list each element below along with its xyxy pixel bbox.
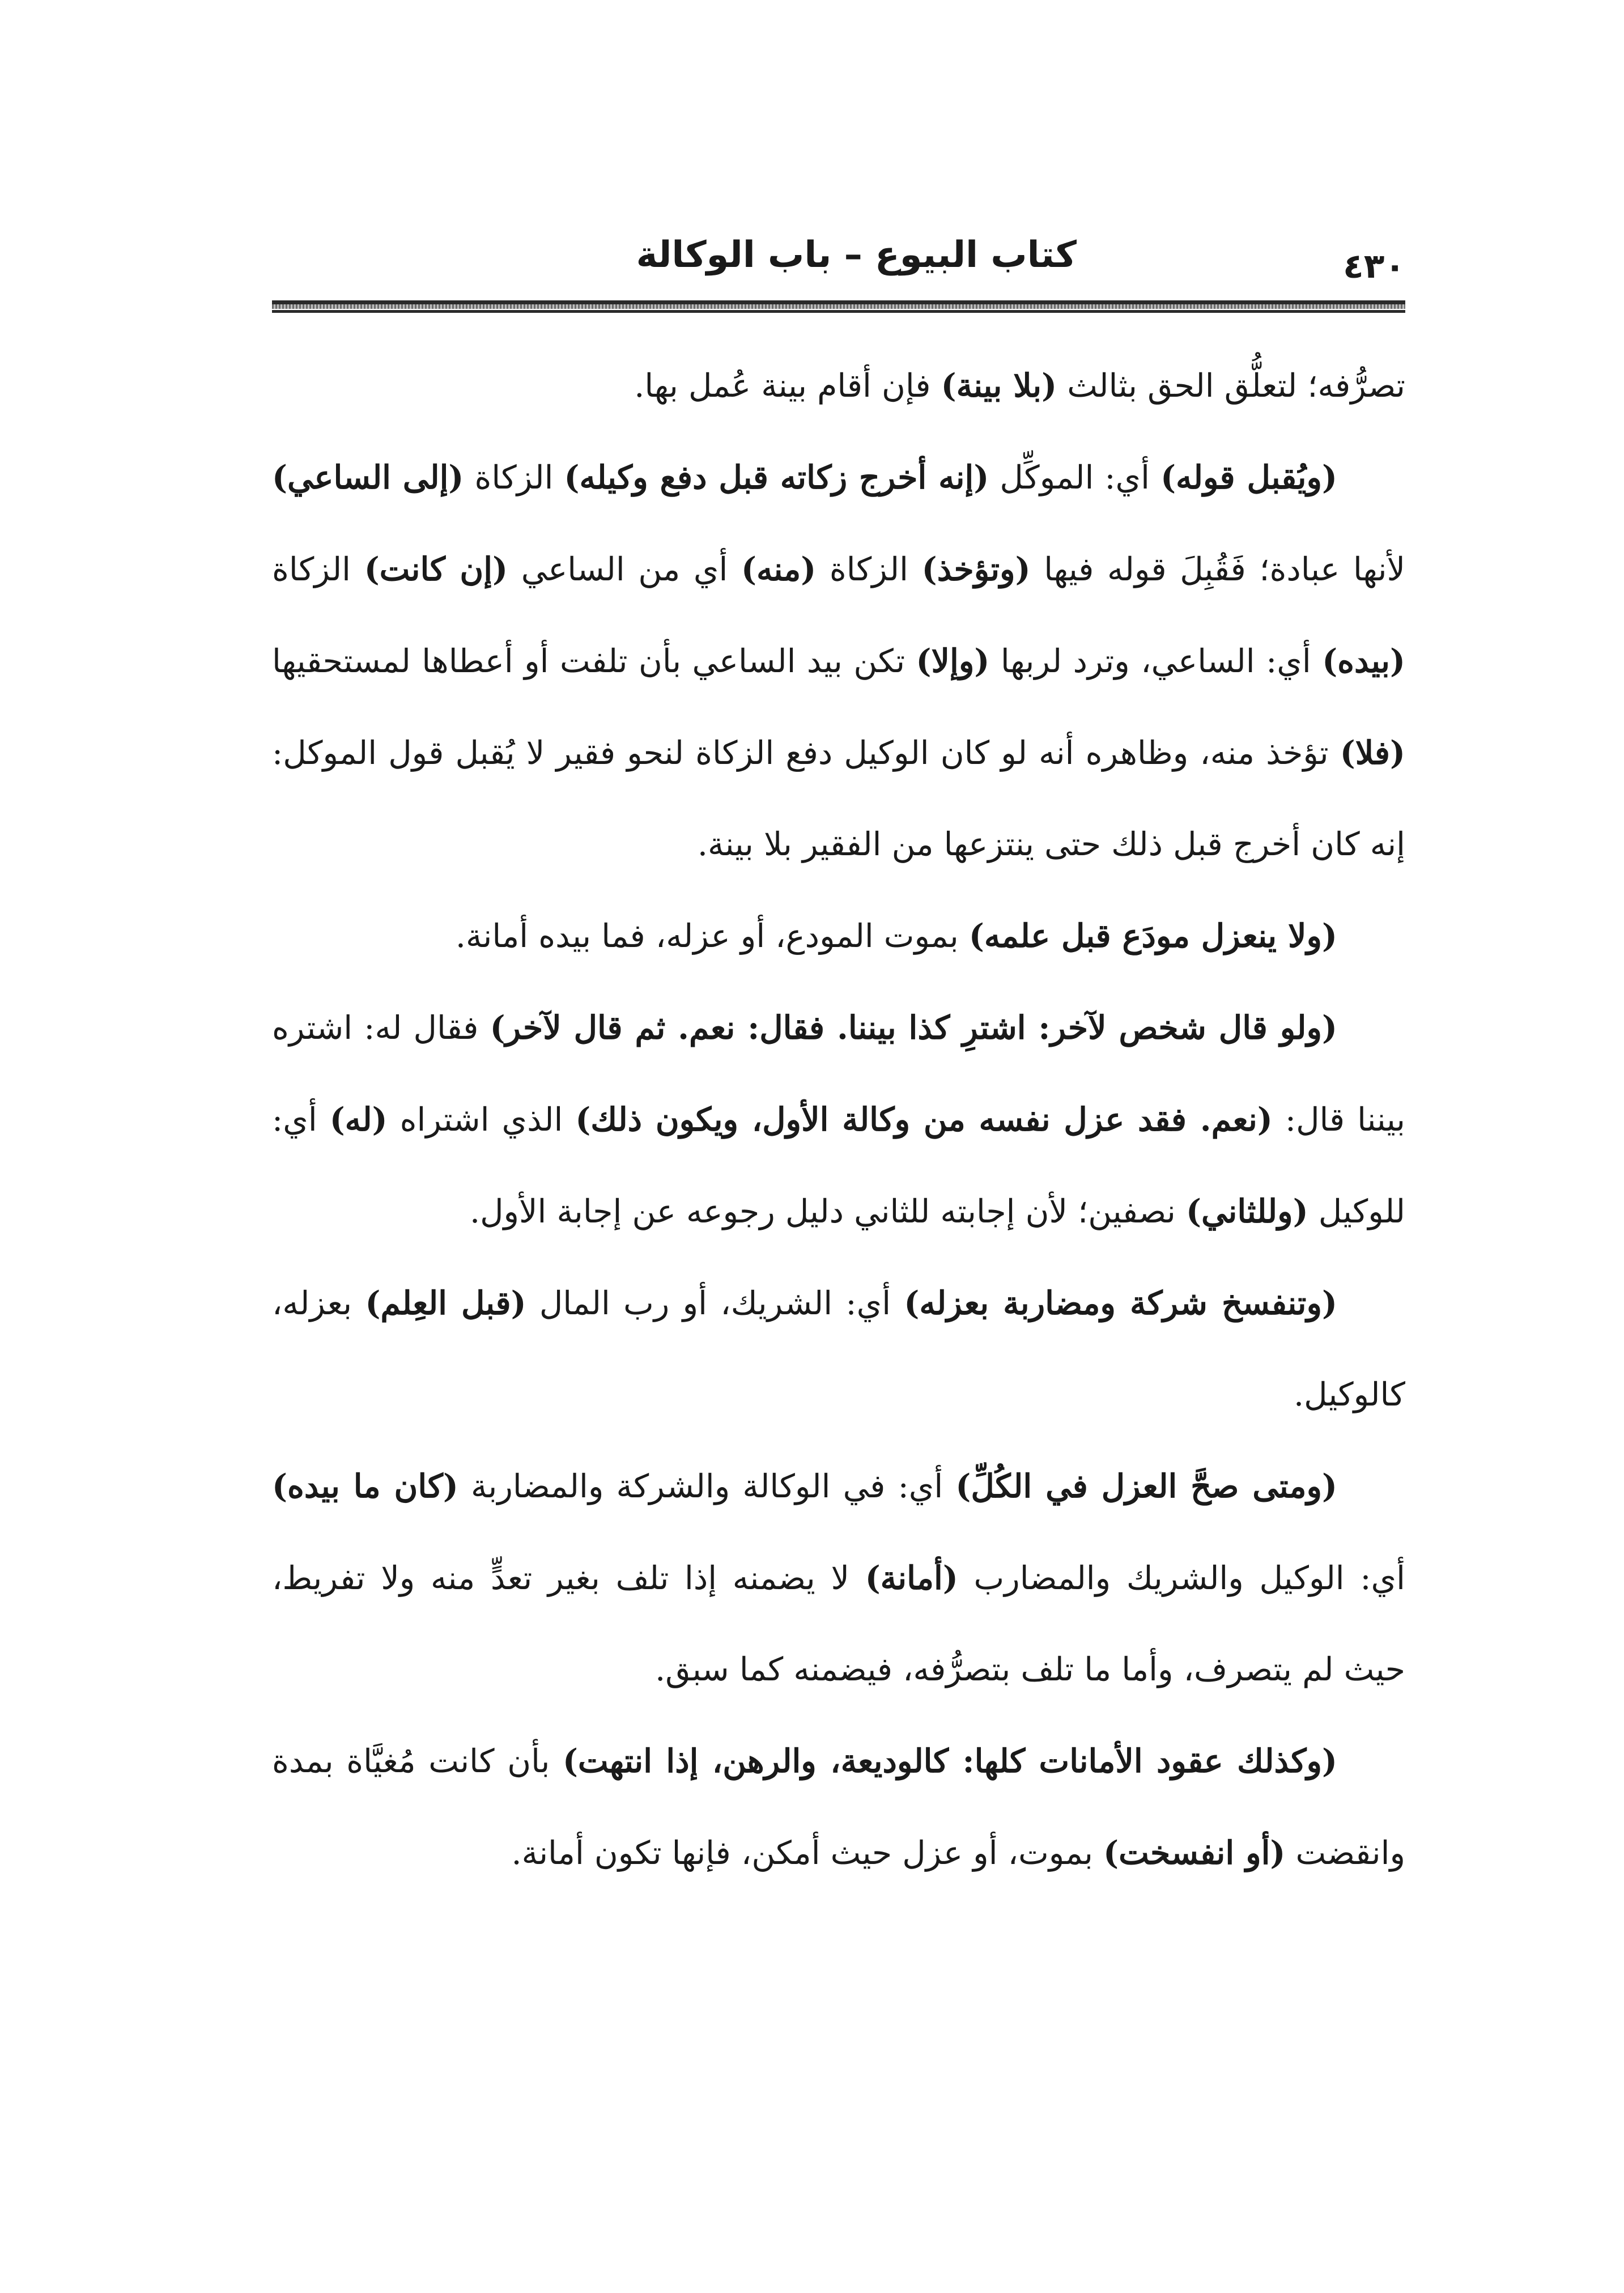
paragraph bbox=[272, 890, 1405, 982]
text-run: فإن أقام بينة عُمل بها. bbox=[634, 367, 941, 405]
text-run: الزكاة bbox=[272, 551, 364, 588]
paragraph bbox=[272, 432, 1405, 890]
text-run: بموت، أو عزل حيث أمكن، فإنها تكون أمانة. bbox=[511, 1835, 1104, 1872]
text-run: فقال له: اشتره بيننا قال: bbox=[272, 1009, 1405, 1139]
paragraph bbox=[272, 340, 1405, 432]
bold-text-run: (أمانة) bbox=[865, 1559, 958, 1597]
text-run: تصرُّفه؛ لتعلُّق الحق بثالث bbox=[1057, 367, 1405, 405]
body-text bbox=[272, 340, 1405, 1899]
paragraph bbox=[272, 1715, 1405, 1899]
bold-text-run: (ويُقبل قوله) bbox=[1160, 458, 1338, 496]
text-run: بعزله، كالوكيل. bbox=[272, 1285, 1405, 1413]
text-run: تؤخذ منه، وظاهره أنه لو كان الوكيل دفع الزكاة لنحو فقير لا يُقبل قول الموكل: إنه كان أخرج قبل ذلك حتى ينتزعها من الفقير بلا بينة. bbox=[272, 734, 1405, 863]
text-run: أي: الموكِّل bbox=[989, 459, 1161, 496]
bold-text-run: (وتؤخذ) bbox=[921, 550, 1031, 588]
bold-text-run: (ومتى صحَّ العزل في الكُلِّ) bbox=[955, 1467, 1337, 1505]
bold-text-run: (وإلا) bbox=[916, 642, 990, 680]
header-rule bbox=[272, 300, 1405, 313]
text-run: الزكاة bbox=[464, 459, 564, 496]
text-run: أي من الساعي bbox=[508, 551, 742, 588]
bold-text-run: (إن كانت) bbox=[364, 550, 508, 588]
paragraph bbox=[272, 1258, 1405, 1441]
text-run: بأن كانت مُغيَّاة بمدة وانقضت bbox=[272, 1743, 1405, 1872]
paragraph bbox=[272, 982, 1405, 1258]
text-run: أي: الوكيل والشريك والمضارب bbox=[958, 1560, 1405, 1597]
bold-text-run: (نعم. فقد عزل نفسه من وكالة الأول، ويكون ذلك) bbox=[575, 1101, 1273, 1139]
text-run: لأنها عبادة؛ فَقُبِلَ قوله فيها bbox=[1030, 551, 1405, 588]
bold-text-run: (بيده) bbox=[1322, 642, 1405, 680]
bold-text-run: (قبل العِلم) bbox=[365, 1284, 526, 1322]
bold-text-run: (ولو قال شخص لآخر: اشترِ كذا بيننا. فقال: نعم. ثم قال لآخر) bbox=[490, 1009, 1337, 1047]
text-run: أي: في الوكالة والشركة والمضاربة bbox=[458, 1468, 956, 1505]
bold-text-run: (ولا ينعزل مودَع قبل علمه) bbox=[968, 917, 1337, 955]
text-run: الزكاة bbox=[816, 551, 922, 588]
bold-text-run: (وتنفسخ شركة ومضاربة بعزله) bbox=[904, 1284, 1337, 1322]
bold-text-run: (له) bbox=[329, 1101, 388, 1139]
running-title: كتاب البيوع – باب الوكالة bbox=[636, 234, 1077, 276]
text-run: أي: للوكيل bbox=[272, 1101, 1405, 1230]
text-run: بموت المودع، أو عزله، فما بيده أمانة. bbox=[455, 918, 969, 955]
bold-text-run: (وكذلك عقود الأمانات كلها: كالوديعة، والرهن، إذا انتهت) bbox=[562, 1742, 1337, 1780]
bold-text-run: (إنه أخرج زكاته قبل دفع وكيله) bbox=[564, 458, 989, 496]
page-header bbox=[266, 227, 1405, 289]
text-run: أي: الساعي، وترد لربها bbox=[989, 643, 1323, 680]
paragraph bbox=[272, 1441, 1405, 1715]
text-run: أي: الشريك، أو رب المال bbox=[526, 1285, 904, 1322]
bold-text-run: (كان ما بيده) bbox=[272, 1467, 458, 1505]
text-run: تكن بيد الساعي بأن تلفت أو أعطاها لمستحقيها bbox=[272, 643, 916, 680]
text-run: نصفين؛ لأن إجابته للثاني دليل رجوعه عن إجابة الأول. bbox=[469, 1193, 1187, 1230]
text-run: لا يضمنه إذا تلف بغير تعدٍّ منه ولا تفريط، حيث لم يتصرف، وأما ما تلف بتصرُّفه، فيضمنه كما سبق. bbox=[272, 1560, 1405, 1688]
text-run: الذي اشتراه bbox=[387, 1101, 576, 1139]
bold-text-run: (أو انفسخت) bbox=[1103, 1834, 1286, 1872]
bold-text-run: (وللثاني) bbox=[1186, 1192, 1308, 1230]
bold-text-run: (إلى الساعي) bbox=[272, 458, 464, 496]
page-number: ٤٣٠ bbox=[1343, 247, 1405, 286]
bold-text-run: (بلا بينة) bbox=[941, 367, 1057, 405]
bold-text-run: (منه) bbox=[741, 550, 817, 588]
bold-text-run: (فلا) bbox=[1340, 734, 1405, 772]
